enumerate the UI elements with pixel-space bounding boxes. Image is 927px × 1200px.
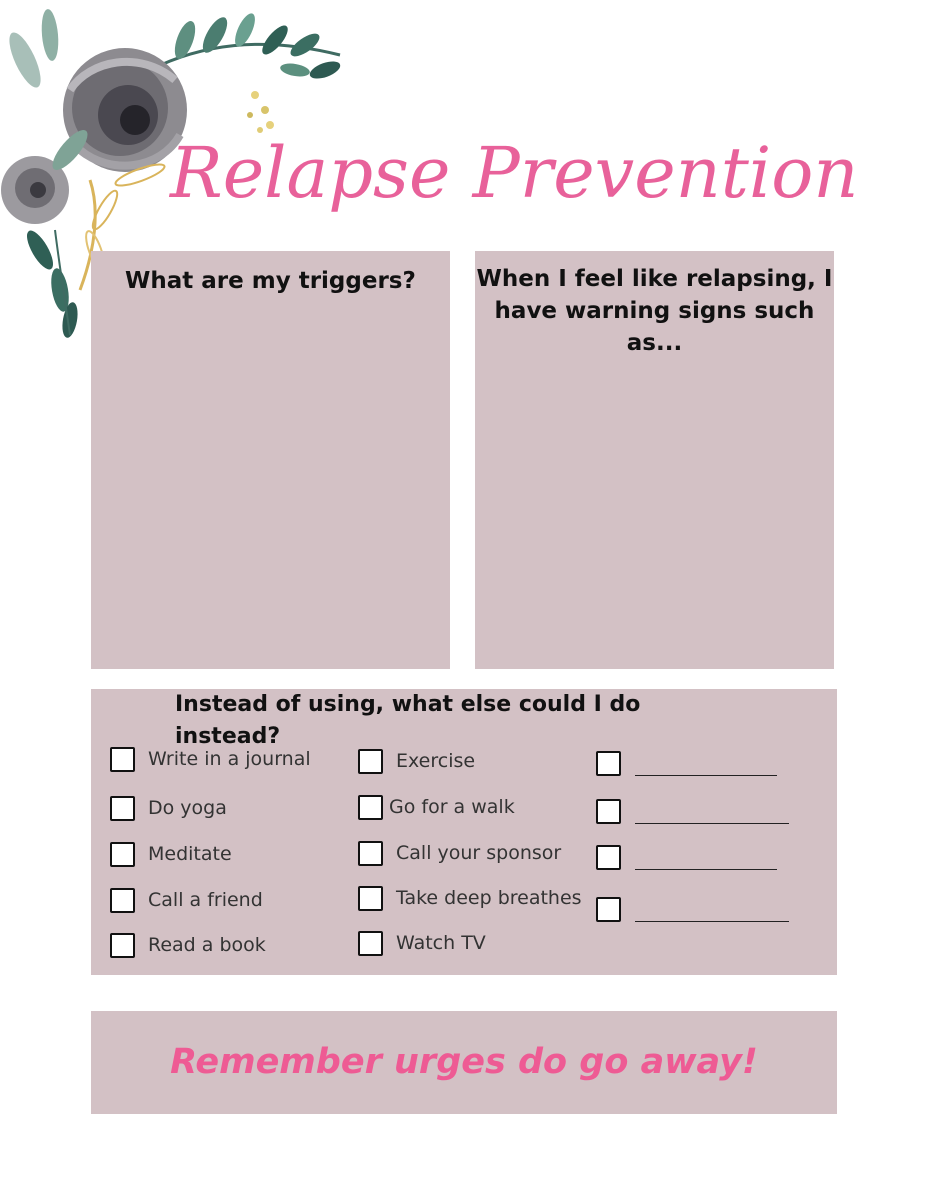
checkbox[interactable] [358, 749, 383, 774]
check-item [358, 838, 561, 868]
triggers-heading: What are my triggers? [125, 268, 416, 294]
checkbox[interactable] [358, 841, 383, 866]
warning-signs-heading: When I feel like relapsing, I have warning signs such as... [476, 266, 833, 356]
check-label: Go for a walk [389, 796, 515, 818]
checkbox[interactable] [358, 795, 383, 820]
check-item [110, 930, 266, 960]
checkbox[interactable] [110, 796, 135, 821]
blank-check-item [596, 842, 777, 872]
check-label: Do yoga [148, 797, 227, 819]
check-label: Exercise [396, 750, 476, 772]
checkbox[interactable] [358, 886, 383, 911]
write-in-line[interactable] [635, 855, 777, 870]
check-label: Take deep breathes [396, 887, 582, 909]
check-item [358, 883, 582, 913]
blank-check-item [596, 894, 789, 924]
remember-box [91, 1011, 837, 1114]
check-label: Meditate [148, 843, 232, 865]
check-item [110, 839, 232, 869]
checkbox[interactable] [596, 845, 621, 870]
blank-check-item [596, 796, 789, 826]
check-item [358, 792, 515, 822]
check-label: Call a friend [148, 889, 263, 911]
page-title: Relapse Prevention [170, 132, 859, 214]
check-label: Read a book [148, 934, 266, 956]
checkbox[interactable] [110, 888, 135, 913]
checkbox[interactable] [596, 751, 621, 776]
check-label: Write in a journal [148, 748, 311, 770]
write-in-line[interactable] [635, 907, 789, 922]
blank-check-item [596, 748, 777, 778]
alternatives-box [91, 689, 837, 975]
checkbox[interactable] [596, 897, 621, 922]
checkbox[interactable] [110, 933, 135, 958]
checkbox[interactable] [358, 931, 383, 956]
check-label: Watch TV [396, 932, 486, 954]
check-label: Call your sponsor [396, 842, 562, 864]
write-in-line[interactable] [635, 761, 777, 776]
check-item [110, 744, 311, 774]
checkbox[interactable] [596, 799, 621, 824]
warning-signs-box [475, 251, 834, 669]
checkbox[interactable] [110, 842, 135, 867]
check-item [110, 885, 263, 915]
write-in-line[interactable] [635, 809, 789, 824]
remember-message: Remember urges do go away! [170, 1042, 758, 1082]
triggers-box [91, 251, 450, 669]
checkbox[interactable] [110, 747, 135, 772]
check-item [358, 746, 475, 776]
check-item [110, 793, 227, 823]
check-item [358, 928, 486, 958]
alternatives-heading: Instead of using, what else could I do instead? [175, 692, 641, 749]
